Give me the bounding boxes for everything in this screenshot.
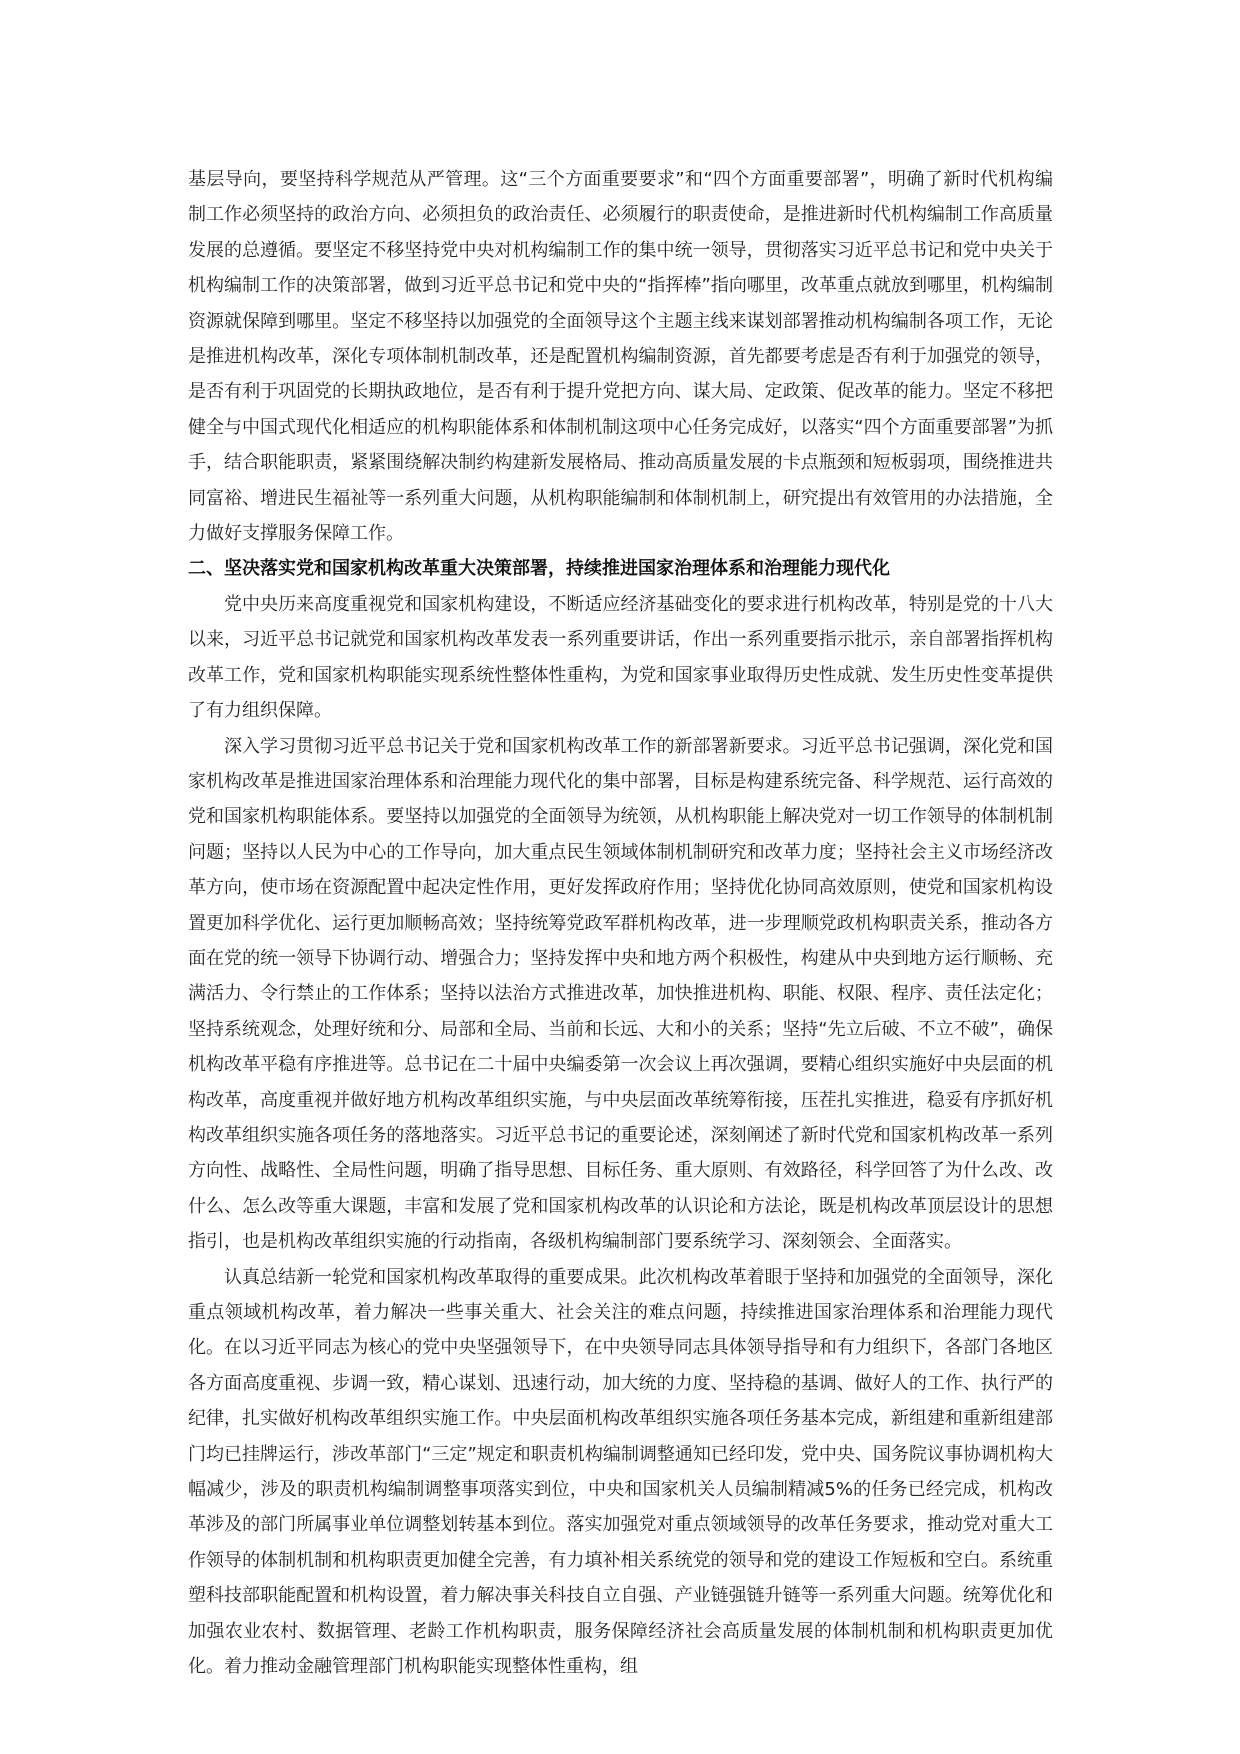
document-body xyxy=(188,162,1053,1684)
paragraph: 深入学习贯彻习近平总书记关于党和国家机构改革工作的新部署新要求。习近平总书记强调，深化党和国家机构改革是推进国家治理体系和治理能力现代化的集中部署，目标是构建系统完备、科学规范、运行高效的党和国家机构职能体系。要坚持以加强党的全面领导为统领，从机构职能上解决党对一切工作领导的体制机制问题；坚持以人民为中心的工作导向，加大重点民生领域体制机制研究和改革力度；坚持社会主义市场经济改革方向，使市场在资源配置中起决定性作用，更好发挥政府作用；坚持优化协同高效原则，使党和国家机构设置更加科学优化、运行更加顺畅高效；坚持统筹党政军群机构改革，进一步理顺党政机构职责关系，推动各方面在党的统一领导下协调行动、增强合力；坚持发挥中央和地方两个积极性，构建从中央到地方运行顺畅、充满活力、令行禁止的工作体系；坚持以法治方式推进改革，加快推进机构、职能、权限、程序、责任法定化；坚持系统观念，处理好统和分、局部和全局、当前和长远、大和小的关系；坚持“先立后破、不立不破”，确保机构改革平稳有序推进等。总书记在二十届中央编委第一次会议上再次强调，要精心组织实施好中央层面的机构改革，高度重视并做好地方机构改革组织实施，与中央层面改革统筹衔接，压茬扎实推进，稳妥有序抓好机构改革组织实施各项任务的落地落实。习近平总书记的重要论述，深刻阐述了新时代党和国家机构改革一系列方向性、战略性、全局性问题，明确了指导思想、目标任务、重大原则、有效路径，科学回答了为什么改、改什么、怎么改等重大课题，丰富和发展了党和国家机构改革的认识论和方法论，既是机构改革顶层设计的思想指引，也是机构改革组织实施的行动指南，各级机构编制部门要系统学习、深刻领会、全面落实。 xyxy=(188,735,1053,1253)
paragraph-continuation: 基层导向，要坚持科学规范从严管理。这“三个方面重要要求”和“四个方面重要部署”，明确了新时代机构编制工作必须坚持的政治方向、必须担负的政治责任、必须履行的职责使命，是推进新时代机构编制工作高质量发展的总遵循。要坚定不移坚持党中央对机构编制工作的集中统一领导，贯彻落实习近平总书记和党中央关于机构编制工作的决策部署，做到习近平总书记和党中央的“指挥棒”指向哪里，改革重点就放到哪里，机构编制资源就保障到哪里。坚定不移坚持以加强党的全面领导这个主题主线来谋划部署推动机构编制各项工作，无论是推进机构改革，深化专项体制机制改革，还是配置机构编制资源，首先都要考虑是否有利于加强党的领导，是否有利于巩固党的长期执政地位，是否有利于提升党把方向、谋大局、定政策、促改革的能力。坚定不移把健全与中国式现代化相适应的机构职能体系和体制机制这项中心任务完成好，以落实“四个方面重要部署”为抓手，结合职能职责，紧紧围绕解决制约构建新发展格局、推动高质量发展的卡点瓶颈和短板弱项，围绕推进共同富裕、增进民生福祉等一系列重大问题，从机构职能编制和体制机制上，研究提出有效管用的办法措施，全力做好支撑服务保障工作。 xyxy=(188,169,1053,545)
paragraph: 认真总结新一轮党和国家机构改革取得的重要成果。此次机构改革着眼于坚持和加强党的全面领导，深化重点领域机构改革，着力解决一些事关重大、社会关注的难点问题，持续推进国家治理体系和治理能力现代化。在以习近平同志为核心的党中央坚强领导下，在中央领导同志具体领导指导和有力组织下，各部门各地区各方面高度重视、步调一致，精心谋划、迅速行动，加大统的力度、坚持稳的基调、做好人的工作、执行严的纪律，扎实做好机构改革组织实施工作。中央层面机构改革组织实施各项任务基本完成，新组建和重新组建部门均已挂牌运行，涉改革部门“三定”规定和职责机构编制调整通知已经印发，党中央、国务院议事协调机构大幅减少，涉及的职责机构编制调整事项落实到位，中央和国家机关人员编制精减5%的任务已经完成，机构改革涉及的部门所属事业单位调整划转基本到位。落实加强党对重点领域领导的改革任务要求，推动党对重大工作领导的体制机制和机构职责更加健全完善，有力填补相关系统党的领导和党的建设工作短板和空白。系统重塑科技部职能配置和机构设置，着力解决事关科技自立自强、产业链强链升链等一系列重大问题。统筹优化和加强农业农村、数据管理、老龄工作机构职责，服务保障经济社会高质量发展的体制机制和机构职责更加优化。着力推动金融管理部门机构职能实现整体性重构，组 xyxy=(188,1266,1053,1678)
paragraph: 党中央历来高度重视党和国家机构建设，不断适应经济基础变化的要求进行机构改革，特别是党的十八大以来，习近平总书记就党和国家机构改革发表一系列重要讲话，作出一系列重要指示批示，亲自部署指挥机构改革工作，党和国家机构职能实现系统性整体性重构，为党和国家事业取得历史性成就、发生历史性变革提供了有力组织保障。 xyxy=(188,593,1053,722)
section-heading: 二、坚决落实党和国家机构改革重大决策部署，持续推进国家治理体系和治理能力现代化 xyxy=(188,558,890,580)
